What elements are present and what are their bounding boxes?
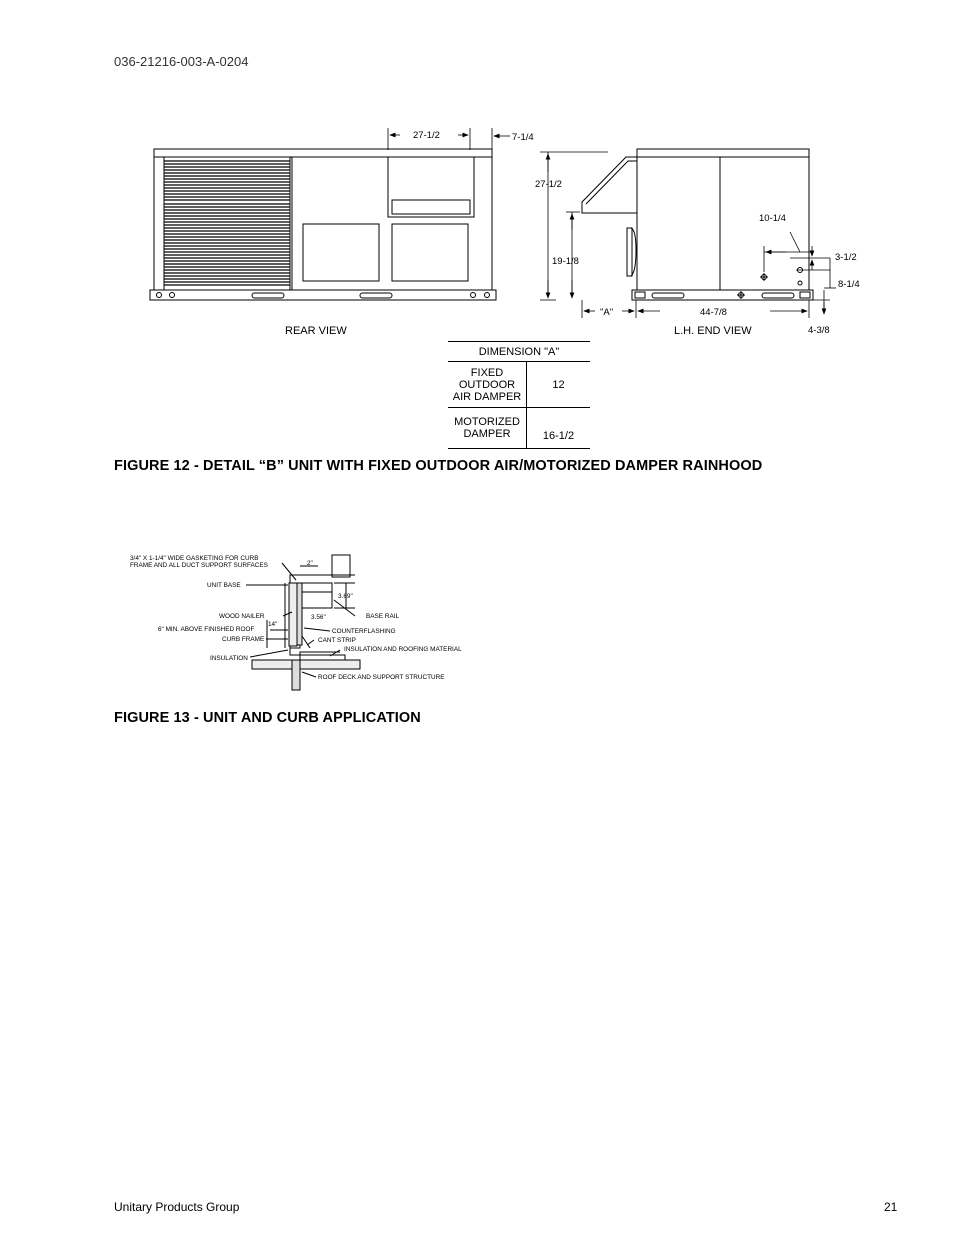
table-row-value: 16-1/2 (527, 408, 591, 449)
label-min-above: 6" MIN. ABOVE FINISHED ROOF (158, 626, 255, 633)
label-counterflashing: COUNTERFLASHING (332, 628, 396, 635)
label-insul-roofing: INSULATION AND ROOFING MATERIAL (344, 646, 462, 653)
table-row-label: FIXED OUTDOOR AIR DAMPER (448, 362, 527, 408)
dim-8-1-4: 8-1/4 (838, 279, 860, 290)
footer-company: Unitary Products Group (114, 1200, 240, 1214)
figure-12-caption: FIGURE 12 - DETAIL “B” UNIT WITH FIXED OUTDOOR AIR/MOTORIZED DAMPER RAINHOOD (114, 458, 763, 474)
label-wood-nailer: WOOD NAILER (219, 613, 265, 620)
label-roof-deck: ROOF DECK AND SUPPORT STRUCTURE (318, 674, 445, 681)
figure-13-caption: FIGURE 13 - UNIT AND CURB APPLICATION (114, 710, 421, 726)
page-number: 21 (884, 1200, 898, 1214)
document-number: 036-21216-003-A-0204 (114, 54, 249, 69)
dim-27-1-2-side: 27-1/2 (535, 179, 562, 190)
dim-3-56: 3.56" (311, 614, 326, 621)
roof-deck (252, 660, 360, 669)
dim-a: "A" (600, 307, 614, 318)
table-row (448, 362, 590, 408)
figure-13-drawing (0, 540, 954, 700)
end-view-label: L.H. END VIEW (674, 325, 752, 337)
dim-2-inch: 2" (307, 560, 313, 567)
label-unit-base: UNIT BASE (207, 582, 241, 589)
dim-7-1-4: 7-1/4 (512, 132, 534, 143)
label-base-rail: BASE RAIL (366, 613, 400, 620)
dim-10-1-4: 10-1/4 (759, 213, 786, 224)
dim-3-1-2: 3-1/2 (835, 252, 857, 263)
end-view-rainhood (582, 157, 637, 213)
base-rail (300, 583, 332, 608)
dimension-a-table (448, 341, 590, 449)
dim-14-inch: 14" (268, 621, 278, 628)
dim-44-7-8: 44-7/8 (700, 307, 727, 318)
table-row (448, 408, 590, 449)
dim-19-1-8: 19-1/8 (552, 256, 579, 267)
dim-3-69: 3.69" (338, 593, 353, 600)
label-cant-strip: CANT STRIP (318, 637, 356, 644)
figure-12-drawing (0, 0, 954, 345)
table-row-value: 12 (527, 362, 591, 408)
label-insulation: INSULATION (210, 655, 248, 662)
rear-view-label: REAR VIEW (285, 325, 347, 337)
table-row-label: MOTORIZED DAMPER (448, 408, 527, 449)
insulation (289, 583, 297, 646)
label-curb-frame: CURB FRAME (222, 636, 265, 643)
label-gasket-1: 3/4" X 1-1/4" WIDE GASKETING FOR CURB (130, 555, 259, 562)
table-header: DIMENSION "A" (448, 342, 590, 362)
dim-4-3-8: 4-3/8 (808, 325, 830, 336)
label-gasket-2: FRAME AND ALL DUCT SUPPORT SURFACES (130, 562, 268, 569)
rear-base-rail (150, 290, 496, 300)
dim-27-1-2-top: 27-1/2 (413, 130, 440, 141)
